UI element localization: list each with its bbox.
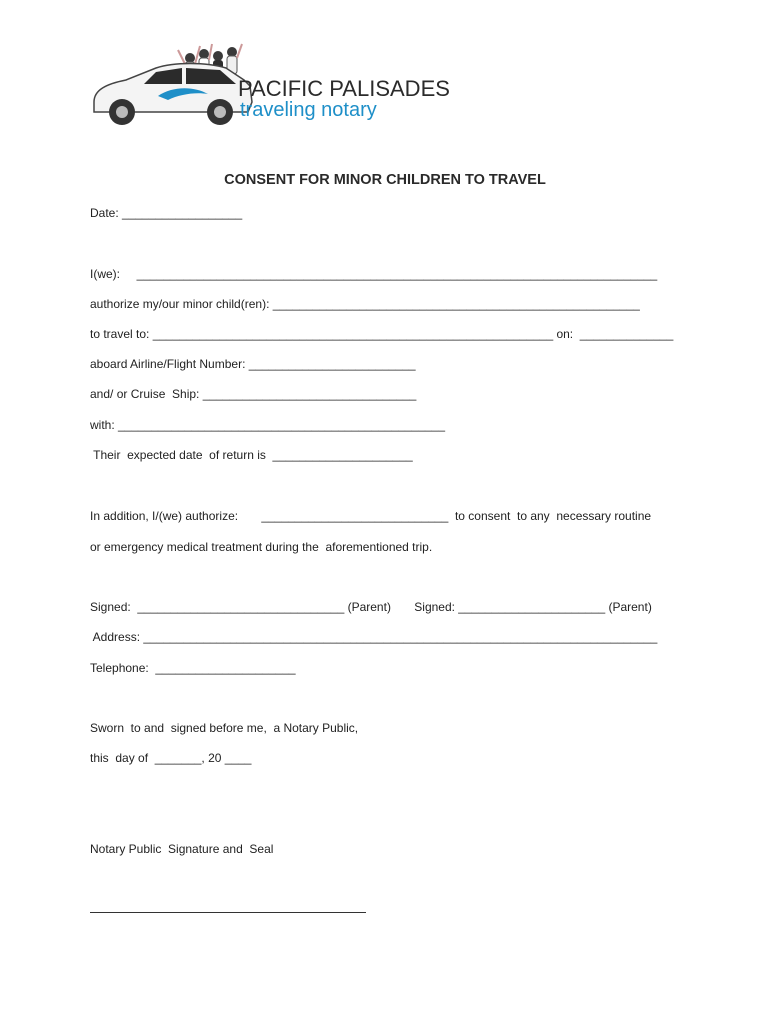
date-field[interactable]: Date: __________________ <box>90 206 243 220</box>
car-logo-icon <box>86 40 450 132</box>
brand-line1: PACIFIC PALISADES <box>238 76 450 101</box>
notary-signature-label: Notary Public Signature and Seal <box>90 842 274 856</box>
return-date-field[interactable]: Their expected date of return is _____________________ <box>90 448 413 462</box>
notary-signature-line[interactable] <box>90 912 366 913</box>
medical-authorization-field[interactable]: In addition, I/(we) authorize: ____________________________ to consent to any necessary routine <box>90 509 652 523</box>
address-field[interactable]: Address: _____________________________________________________________________________ <box>90 630 658 644</box>
parent-signatures-field[interactable]: Signed: _______________________________ (Parent) Signed: ______________________ (Parent) <box>90 600 652 614</box>
companion-field[interactable]: with: _________________________________________________ <box>90 418 446 432</box>
document-title: CONSENT FOR MINOR CHILDREN TO TRAVEL <box>224 172 546 188</box>
notary-date-field[interactable]: this day of _______, 20 ____ <box>90 751 252 765</box>
telephone-field[interactable]: Telephone: _____________________ <box>90 661 296 675</box>
brand-line2: traveling notary <box>240 99 377 121</box>
destination-field[interactable]: to travel to: ____________________________________________________________ on: ______________ <box>90 327 674 341</box>
cruise-ship-field[interactable]: and/ or Cruise Ship: ________________________________ <box>90 387 417 401</box>
medical-authorization-text: or emergency medical treatment during the aforementioned trip. <box>90 540 433 554</box>
parent-names-field[interactable]: I(we): ______________________________________________________________________________ <box>90 267 658 281</box>
airline-flight-field[interactable]: aboard Airline/Flight Number: _________________________ <box>90 357 416 371</box>
children-names-field[interactable]: authorize my/our minor child(ren): _______________________________________________________ <box>90 297 640 311</box>
company-logo <box>86 40 450 132</box>
notary-statement: Sworn to and signed before me, a Notary Public, <box>90 721 359 735</box>
